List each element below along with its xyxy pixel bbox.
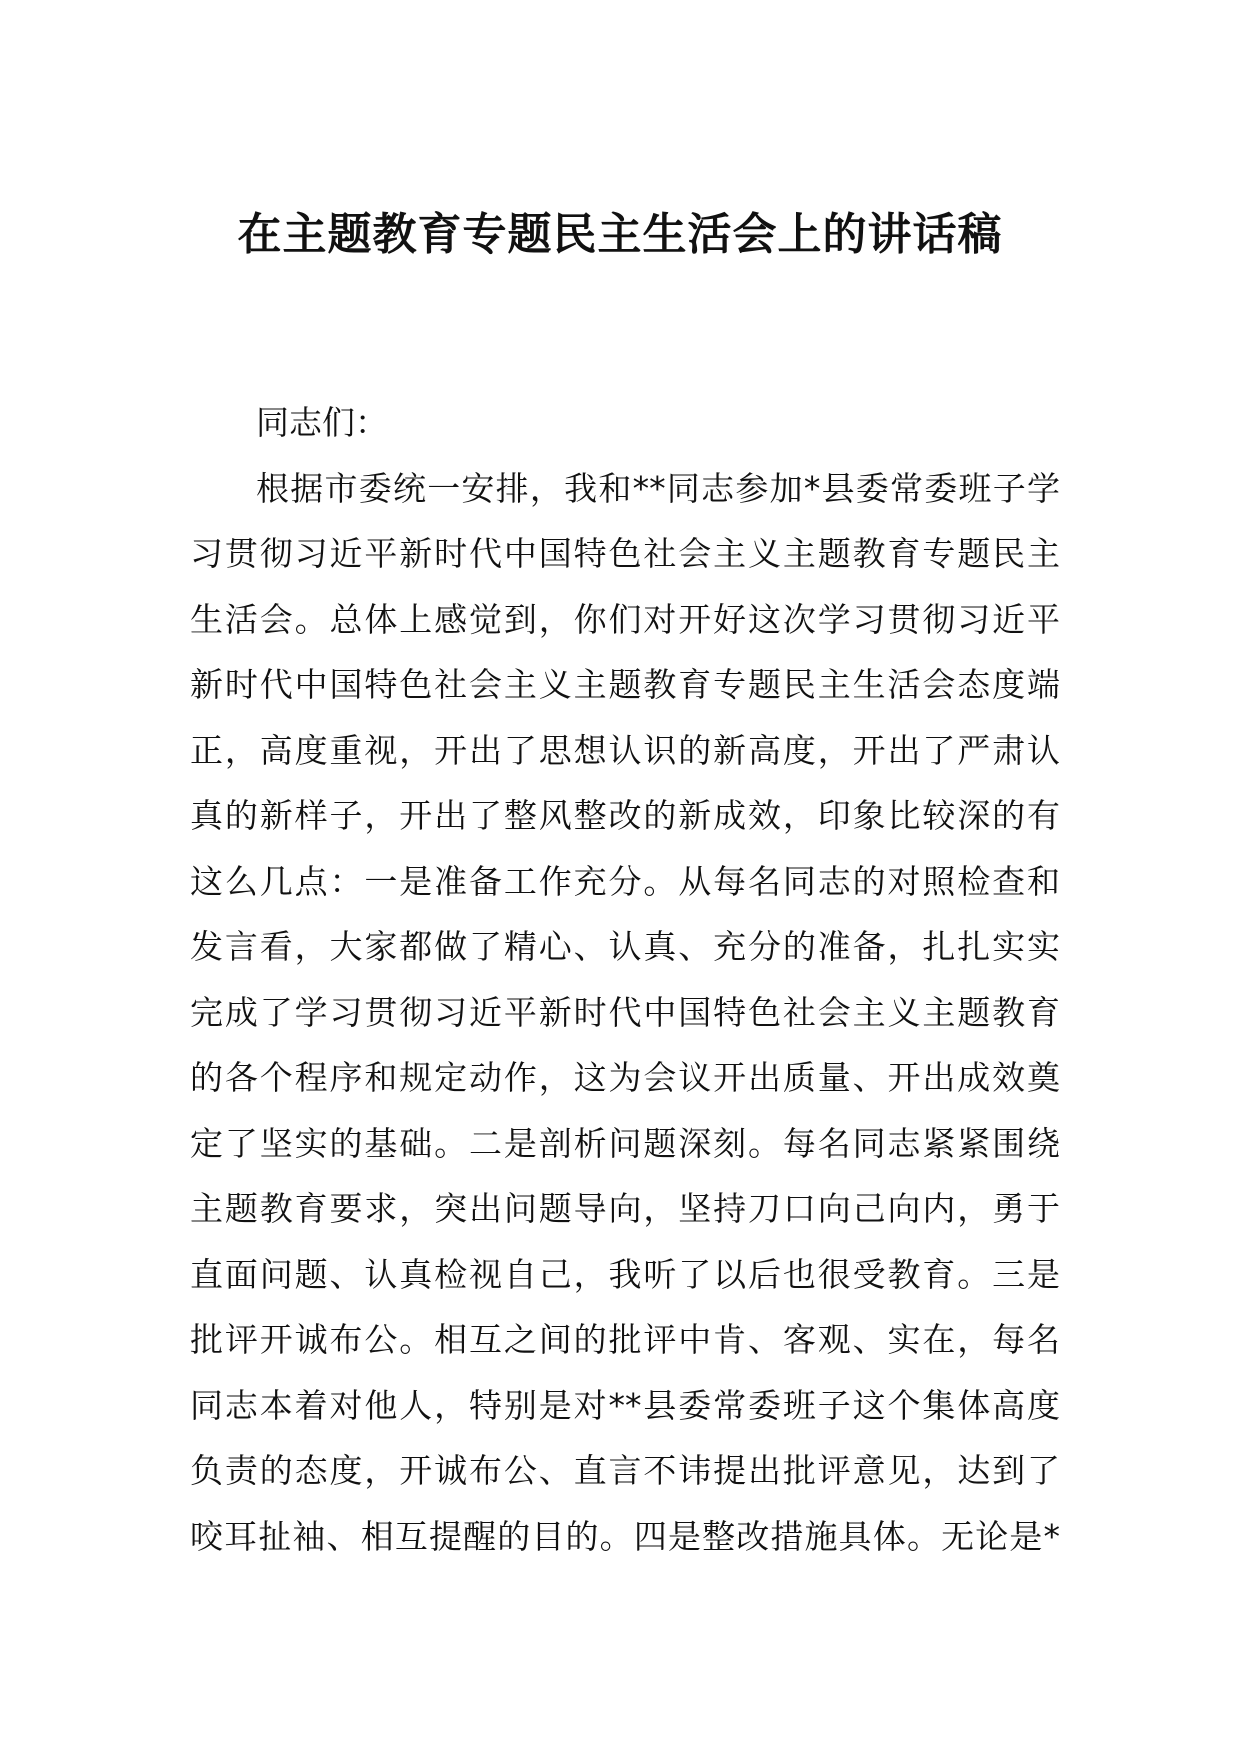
paragraph-line: 的各个程序和规定动作，这为会议开出质量、开出成效奠 — [190, 1058, 1060, 1097]
paragraph-line: 新时代中国特色社会主义主题教育专题民主生活会态度端 — [190, 665, 1060, 704]
paragraph-line: 同志本着对他人，特别是对**县委常委班子这个集体高度 — [190, 1385, 1060, 1425]
paragraph-line: 主题教育要求，突出问题导向，坚持刀口向己向内，勇于 — [190, 1189, 1060, 1228]
paragraph-line: 生活会。总体上感觉到，你们对开好这次学习贯彻习近平 — [190, 599, 1060, 639]
document-body — [190, 390, 1060, 1569]
document-title: 在主题教育专题民主生活会上的讲话稿 — [237, 209, 1003, 260]
paragraph-line: 这么几点：一是准备工作充分。从每名同志的对照检查和 — [190, 861, 1060, 901]
paragraph-line: 发言看，大家都做了精心、认真、充分的准备，扎扎实实 — [190, 927, 1060, 966]
paragraph-line: 真的新样子，开出了整风整改的新成效，印象比较深的有 — [190, 796, 1060, 835]
paragraph-line: 正，高度重视，开出了思想认识的新高度，开出了严肃认 — [190, 730, 1060, 770]
paragraph-line: 直面问题、认真检视自己，我听了以后也很受教育。三是 — [190, 1254, 1060, 1294]
paragraph-line: 定了坚实的基础。二是剖析问题深刻。每名同志紧紧围绕 — [190, 1123, 1060, 1163]
paragraph-line: 习贯彻习近平新时代中国特色社会主义主题教育专题民主 — [190, 534, 1060, 573]
paragraph-line: 批评开诚布公。相互之间的批评中肯、客观、实在，每名 — [190, 1320, 1060, 1359]
paragraph-line: 根据市委统一安排，我和**同志参加*县委常委班子学 — [256, 468, 1060, 508]
speech-paragraph — [190, 456, 1060, 1570]
salutation: 同志们： — [256, 403, 388, 442]
paragraph-line: 完成了学习贯彻习近平新时代中国特色社会主义主题教育 — [190, 992, 1060, 1032]
paragraph-line: 咬耳扯袖、相互提醒的目的。四是整改措施具体。无论是* — [190, 1516, 1060, 1556]
paragraph-line: 负责的态度，开诚布公、直言不讳提出批评意见，达到了 — [190, 1451, 1060, 1490]
